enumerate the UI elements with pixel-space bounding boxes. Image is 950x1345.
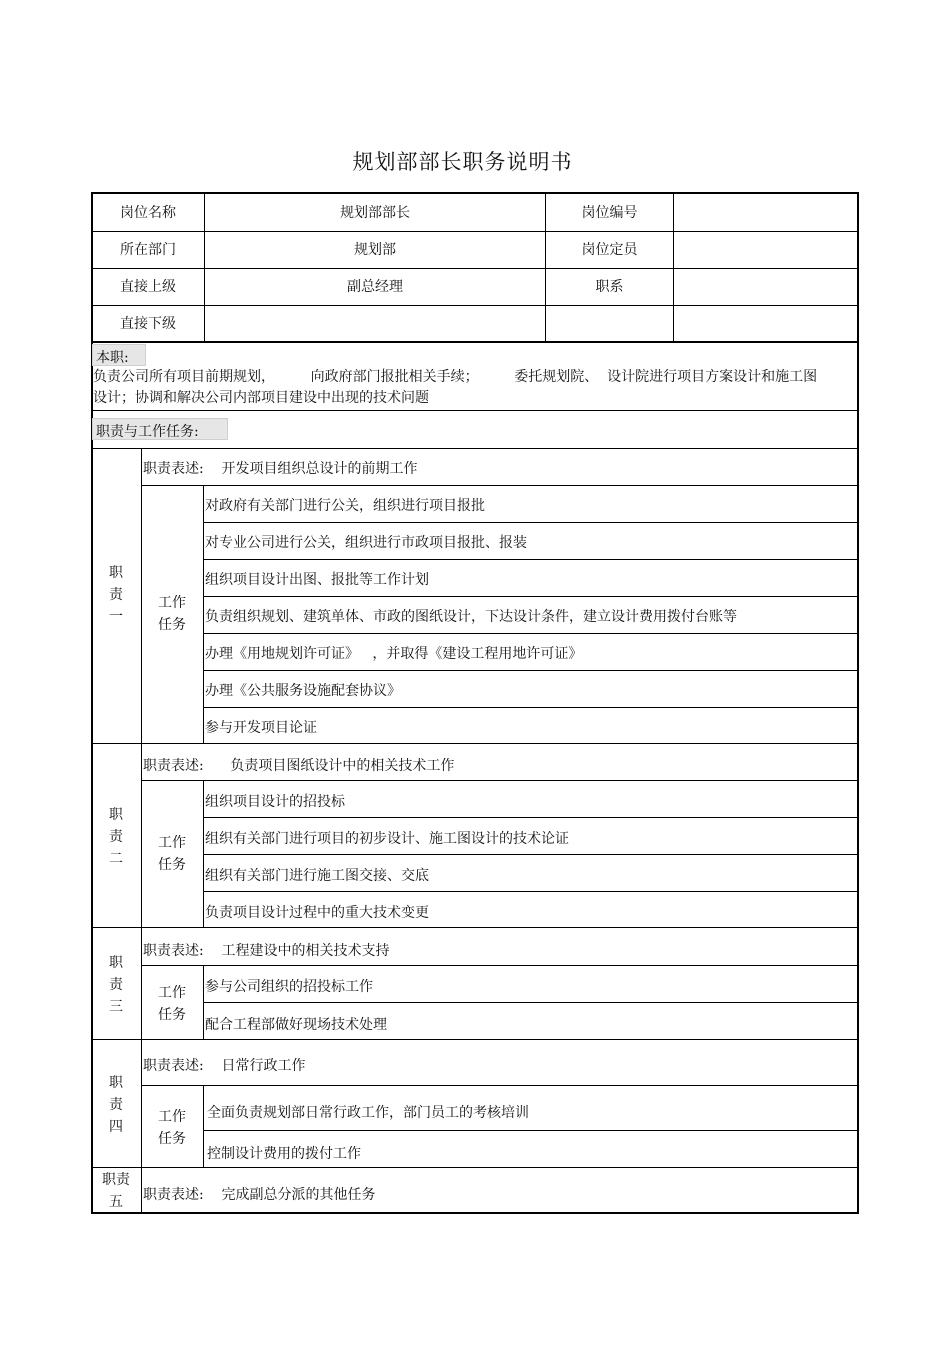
divider — [92, 341, 858, 343]
duty-1-task: 组织项目设计出图、报批等工作计划 — [205, 572, 429, 588]
duty-2-task: 组织有关部门进行项目的初步设计、施工图设计的技术论证 — [205, 831, 569, 847]
position-name-label: 岗位名称 — [120, 204, 176, 221]
duty-4-task: 控制设计费用的拨付工作 — [207, 1146, 361, 1162]
duty-1-task: 负责组织规划、建筑单体、市政的图纸设计，下达设计条件，建立设计费用拨付台账等 — [205, 609, 737, 625]
divider — [142, 965, 858, 966]
divider — [142, 485, 858, 486]
divider — [204, 633, 858, 634]
duty-1-task-label: 工作 任务 — [158, 595, 186, 633]
duty-3-label: 职 责 三 — [109, 955, 123, 1015]
divider — [204, 891, 858, 892]
position-number-label: 岗位编号 — [581, 204, 638, 221]
duty-2-task: 组织项目设计的招投标 — [205, 794, 345, 810]
supervisor-label: 直接上级 — [120, 279, 176, 295]
duty-2-statement: 职责表述: 负责项目图纸设计中的相关技术工作 — [143, 758, 455, 774]
divider — [204, 670, 858, 671]
divider — [142, 1085, 858, 1086]
duty-2-label: 职 责 二 — [109, 807, 123, 867]
divider — [92, 1039, 858, 1040]
duty-3-statement: 职责表述: 工程建设中的相关技术支持 — [143, 943, 390, 959]
divider — [204, 854, 858, 855]
duties-header: 职责与工作任务: — [92, 418, 228, 440]
divider — [203, 1085, 204, 1167]
duty-3-task-label: 工作 任务 — [158, 985, 186, 1023]
position-name-value: 规划部部长 — [340, 204, 410, 221]
page-title: 规划部部长职务说明书 — [352, 150, 573, 174]
duty-5-label: 职责 五 — [102, 1172, 130, 1210]
summary-line-1: 负责公司所有项目前期规划， 向政府部门报批相关手续； 委托规划院、 设计院进行项目方案设计和施工图 — [93, 369, 818, 385]
divider — [92, 410, 858, 411]
summary-tag: 本职: — [92, 344, 146, 366]
job-family-value — [674, 269, 857, 305]
divider — [203, 485, 204, 743]
department-label: 所在部门 — [120, 242, 176, 258]
divider — [142, 780, 858, 781]
divider — [204, 817, 858, 818]
headcount-value — [674, 232, 857, 268]
duty-4-task-label: 工作 任务 — [158, 1109, 186, 1147]
supervisor-value: 副总经理 — [347, 279, 403, 295]
divider — [204, 522, 858, 523]
summary-line-2: 设计；协调和解决公司内部项目建设中出现的技术问题 — [93, 390, 429, 406]
duty-4-label: 职 责 四 — [109, 1075, 123, 1135]
divider — [92, 743, 858, 744]
duty-2-task-label: 工作 任务 — [158, 835, 186, 873]
duty-1-label: 职 责 一 — [109, 565, 123, 625]
duty-1-task: 参与开发项目论证 — [205, 720, 317, 736]
divider — [141, 448, 142, 1213]
subordinate-value — [205, 306, 545, 341]
duty-1-task: 对专业公司进行公关，组织进行市政项目报批、报装 — [205, 535, 527, 551]
duty-3-task: 参与公司组织的招投标工作 — [205, 979, 373, 995]
divider — [92, 448, 858, 449]
department-value: 规划部 — [354, 242, 396, 258]
divider — [92, 1167, 858, 1168]
duty-2-task: 负责项目设计过程中的重大技术变更 — [205, 905, 429, 921]
duty-5-statement: 职责表述: 完成副总分派的其他任务 — [143, 1187, 376, 1203]
divider — [204, 596, 858, 597]
subordinate-extra-value — [674, 306, 857, 341]
duty-1-task: 办理《公共服务设施配套协议》 — [205, 683, 401, 699]
summary-text — [93, 367, 853, 409]
subordinate-label: 直接下级 — [120, 315, 176, 332]
duty-2-task: 组织有关部门进行施工图交接、交底 — [205, 868, 429, 884]
duty-1-task: 办理《用地规划许可证》 ，并取得《建设工程用地许可证》 — [205, 646, 583, 662]
divider — [204, 559, 858, 560]
duty-4-task: 全面负责规划部日常行政工作，部门员工的考核培训 — [207, 1105, 529, 1121]
divider — [204, 1130, 858, 1131]
divider — [204, 1002, 858, 1003]
duty-1-task: 对政府有关部门进行公关，组织进行项目报批 — [205, 498, 485, 514]
divider — [204, 707, 858, 708]
divider — [92, 927, 858, 928]
subordinate-extra-label — [546, 306, 673, 341]
duty-1-statement: 职责表述: 开发项目组织总设计的前期工作 — [143, 461, 418, 477]
job-family-label: 职系 — [595, 279, 624, 295]
headcount-label: 岗位定员 — [581, 242, 638, 258]
position-number-value — [674, 194, 857, 231]
duty-3-task: 配合工程部做好现场技术处理 — [205, 1017, 387, 1033]
duty-4-statement: 职责表述: 日常行政工作 — [143, 1058, 306, 1074]
